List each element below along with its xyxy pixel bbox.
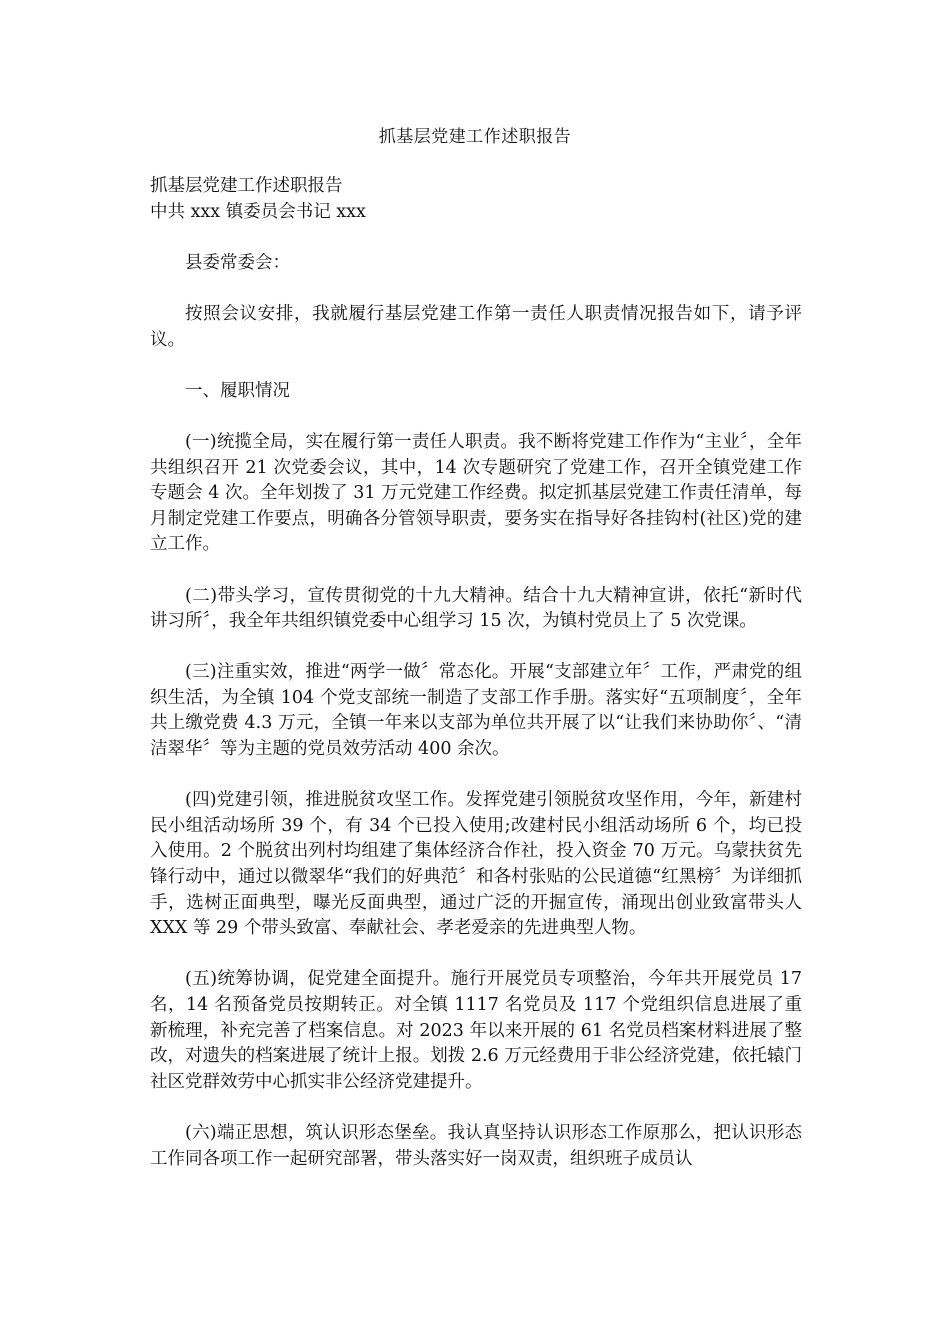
paragraph-1: (一)统揽全局，实在履行第一责任人职责。我不断将党建工作作为“主业〞，全年共组织召开 21 次党委会议，其中，14 次专题研究了党建工作，召开全镇党建工作专题会 4 次。全年划拨了 31 万元党建工作经费。拟定抓基层党建工作责任清单，每月制定党建工作要点，明确各分管领导职责，要务实在指导好各挂钩村(社区)党的建立工作。 <box>150 431 802 555</box>
section-heading: 一、履职情况 <box>185 380 290 401</box>
document-body <box>150 174 802 1198</box>
paragraph-2: (二)带头学习，宣传贯彻党的十九大精神。结合十九大精神宣讲，依托“新时代讲习所〞，我全年共组织镇党委中心组学习 15 次，为镇村党员上了 5 次党课。 <box>150 585 802 632</box>
header-title-line: 抓基层党建工作述职报告 <box>150 176 343 196</box>
paragraph-4: (四)党建引领，推进脱贫攻坚工作。发挥党建引领脱贫攻坚作用，今年，新建村民小组活动场所 39 个，有 34 个已投入使用;改建村民小组活动场所 6 个，均已投入使用。2 个脱贫出列村均组建了集体经济合作社，投入资金 70 万元。乌蒙扶贫先锋行动中，通过以微翠华“我们的好典范〞和各村张贴的公民道德“红黑榜〞为详细抓手，选树正面典型，曝光反面典型，通过广泛的开掘宣传，涌现出创业致富带头人 XXX 等 29 个带头致富、奉献社会、孝老爱亲的先进典型人物。 <box>150 790 802 939</box>
salutation: 县委常委会： <box>185 252 290 273</box>
paragraph-3: (三)注重实效，推进“两学一做〞常态化。开展“支部建立年〞工作，严肃党的组织生活，为全镇 104 个党支部统一制造了支部工作手册。落实好“五项制度〞，全年共上缴党费 4.3 万元，全镇一年来以支部为单位共开展了以“让我们来协助你〞、“清洁翠华〞等为主题的党员效劳活动 400 余次。 <box>150 662 802 760</box>
intro-paragraph: 按照会议安排，我就履行基层党建工作第一责任人职责情况报告如下，请予评议。 <box>150 303 802 350</box>
document-title: 抓基层党建工作述职报告 <box>378 127 572 147</box>
author-line: 中共 xxx 镇委员会书记 xxx <box>150 201 366 222</box>
blank-line <box>150 225 802 251</box>
paragraph-6: (六)端正思想，筑认识形态堡垒。我认真坚持认识形态工作原那么，把认识形态工作同各项工作一起研究部署，带头落实好一岗双责，组织班子成员认 <box>150 1122 802 1169</box>
paragraph-5: (五)统筹协调，促党建全面提升。施行开展党员专项整治，今年共开展党员 17 名，14 名预备党员按期转正。对全镇 1117 名党员及 117 个党组织信息进展了重新梳理，补充完善了档案信息。对 2023 年以来开展的 61 名党员档案材料进展了整改，对遗失的档案进展了统计上报。划拨 2.6 万元经费用于非公经济党建，依托辕门社区党群效劳中心抓实非公经济党建提升。 <box>150 969 802 1092</box>
